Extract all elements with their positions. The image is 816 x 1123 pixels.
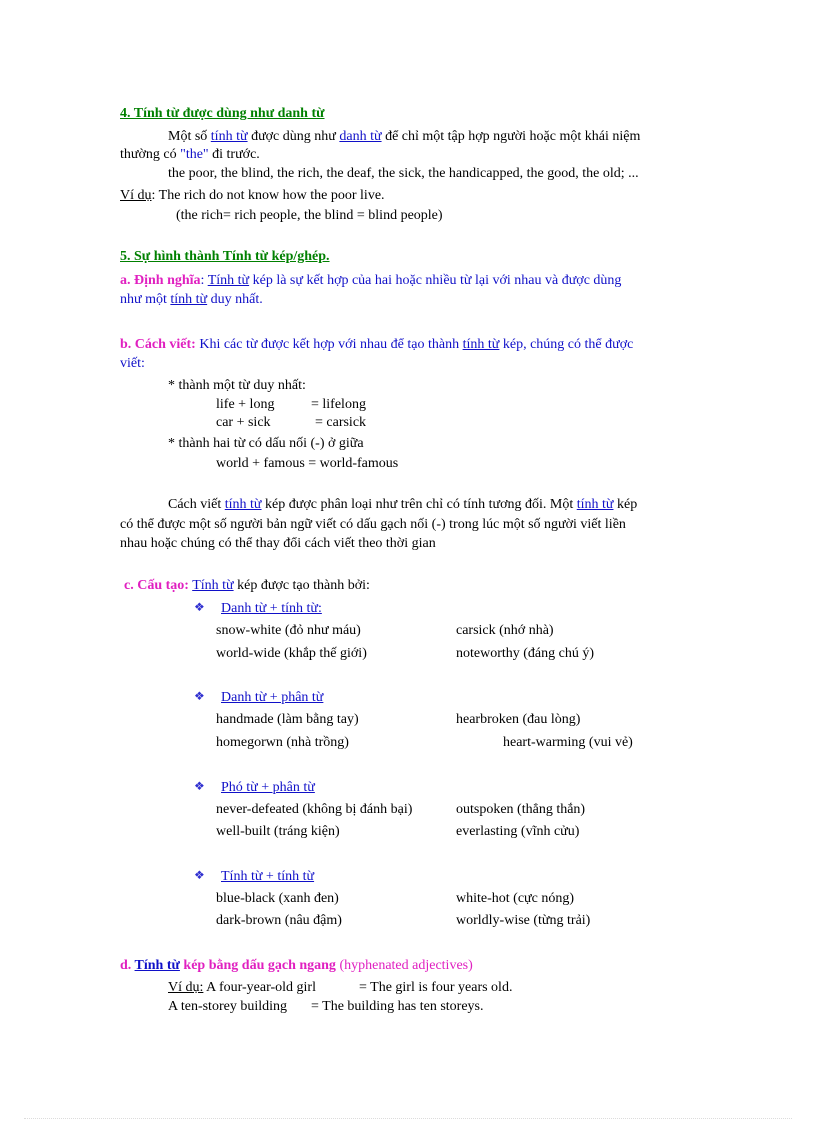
text: kép được tạo thành bởi: bbox=[233, 578, 370, 593]
hyphenated-example2-result: = The building has ten storeys. bbox=[311, 999, 484, 1014]
text: duy nhất. bbox=[207, 292, 263, 307]
link-tinh-tu[interactable]: Tính từ bbox=[192, 578, 234, 593]
link-tinh-tu[interactable]: tính từ bbox=[462, 337, 500, 352]
diamond-bullet-icon: ❖ bbox=[194, 868, 205, 882]
group-example: well-built (tráng kiện) bbox=[216, 824, 340, 839]
text: thường có bbox=[120, 147, 181, 162]
text: đi trước. bbox=[208, 147, 260, 162]
group-title: Danh từ + tính từ: bbox=[221, 601, 322, 616]
definition-line1 bbox=[120, 272, 621, 290]
text: d. bbox=[120, 958, 135, 973]
text: Cách viết bbox=[168, 497, 225, 512]
example-car-result: = carsick bbox=[315, 415, 367, 430]
link-danh-tu[interactable]: danh từ bbox=[339, 129, 382, 144]
text: (hyphenated adjectives) bbox=[335, 958, 473, 973]
vidu-text: : The rich do not know how the poor live. bbox=[151, 188, 385, 203]
definition-line2 bbox=[120, 291, 263, 309]
text: kép, chúng có thể được bbox=[499, 337, 634, 352]
text: Một số bbox=[168, 129, 211, 144]
writing-line2: viết: bbox=[120, 356, 145, 371]
text: : bbox=[200, 273, 205, 288]
group-title: Tính từ + tính từ bbox=[221, 869, 315, 884]
hyphenated-heading bbox=[120, 957, 473, 975]
text: kép là sự kết hợp của hai hoặc nhiều từ lại với nhau và được dùng bbox=[249, 273, 622, 288]
link-tinh-tu[interactable]: tính từ bbox=[170, 292, 208, 307]
vidu-label: Ví dụ bbox=[120, 188, 152, 203]
group-example: outspoken (thẳng thắn) bbox=[456, 802, 586, 817]
group-example: worldly-wise (từng trải) bbox=[456, 913, 591, 928]
link-tinh-tu[interactable]: Tính từ bbox=[207, 273, 250, 288]
sec4-note: (the rich= rich people, the blind = blind people) bbox=[176, 208, 443, 223]
structure-line bbox=[124, 577, 370, 595]
group-example: handmade (làm bằng tay) bbox=[216, 712, 359, 727]
link-tinh-tu[interactable]: Tính từ bbox=[134, 958, 180, 973]
link-tinh-tu[interactable]: tính từ bbox=[224, 497, 262, 512]
text: kép bbox=[613, 497, 638, 512]
group-example: never-defeated (không bị đánh bại) bbox=[216, 802, 413, 817]
section-4-heading: 4. Tính từ được dùng như danh từ bbox=[120, 106, 325, 121]
group-example: snow-white (đỏ như máu) bbox=[216, 623, 361, 638]
group-title: Danh từ + phân từ bbox=[221, 690, 324, 705]
writing-paragraph-line3: nhau hoặc chúng có thể thay đổi cách viết theo thời gian bbox=[120, 536, 436, 551]
sec4-examples: the poor, the blind, the rich, the deaf, the sick, the handicapped, the good, the old; ... bbox=[168, 166, 639, 181]
diamond-bullet-icon: ❖ bbox=[194, 779, 205, 793]
example-life: life + long bbox=[216, 397, 275, 412]
link-tinh-tu[interactable]: tính từ bbox=[210, 129, 248, 144]
hyphenated-example1-result: = The girl is four years old. bbox=[359, 980, 513, 995]
group-example: hearbroken (đau lòng) bbox=[456, 712, 581, 727]
group-example: homegorwn (nhà trồng) bbox=[216, 735, 349, 750]
group-example: dark-brown (nâu đậm) bbox=[216, 913, 342, 928]
group-title: Phó từ + phân từ bbox=[221, 780, 315, 795]
example-world: world + famous = world-famous bbox=[216, 456, 399, 471]
group-example: noteworthy (đáng chú ý) bbox=[456, 646, 595, 661]
hyphenated-example1 bbox=[168, 979, 316, 997]
sec4-example-line bbox=[120, 187, 385, 205]
page-bottom-border bbox=[24, 1118, 792, 1119]
group-example: carsick (nhớ nhà) bbox=[456, 623, 554, 638]
text: A four-year-old girl bbox=[206, 980, 316, 995]
sec4-paragraph-line1 bbox=[168, 128, 640, 146]
text: như một bbox=[120, 292, 171, 307]
the-article: "the" bbox=[180, 147, 209, 162]
sec4-paragraph-line2 bbox=[120, 146, 260, 164]
group-example: everlasting (vĩnh cửu) bbox=[456, 824, 580, 839]
writing-paragraph-line1 bbox=[168, 496, 637, 514]
structure-label: c. Cấu tạo: bbox=[124, 578, 189, 593]
section-5-heading: 5. Sự hình thành Tính từ kép/ghép. bbox=[120, 249, 330, 264]
group-example: world-wide (khắp thế giới) bbox=[216, 646, 367, 661]
group-example: white-hot (cực nóng) bbox=[456, 891, 574, 906]
group-example: heart-warming (vui vẻ) bbox=[503, 735, 633, 750]
text: để chỉ một tập hợp người hoặc một khái niệm bbox=[381, 129, 641, 144]
text: kép được phân loại như trên chỉ có tính tương đối. Một bbox=[261, 497, 577, 512]
definition-label: a. Định nghĩa bbox=[120, 273, 201, 288]
diamond-bullet-icon: ❖ bbox=[194, 600, 205, 614]
example-life-result: = lifelong bbox=[311, 397, 366, 412]
writing-label: b. Cách viết: bbox=[120, 337, 196, 352]
writing-paragraph-line2: có thể được một số người bản ngữ viết có dấu gạch nối (-) trong lúc một số người viết liền bbox=[120, 517, 626, 532]
example-car: car + sick bbox=[216, 415, 271, 430]
writing-line1 bbox=[120, 336, 633, 354]
two-words-rule: * thành hai từ có dấu nối (-) ở giữa bbox=[168, 436, 364, 451]
diamond-bullet-icon: ❖ bbox=[194, 689, 205, 703]
text: được dùng như bbox=[247, 129, 340, 144]
hyphenated-example2: A ten-storey building bbox=[168, 999, 287, 1014]
text: Khi các từ được kết hợp với nhau để tạo thành bbox=[195, 337, 463, 352]
link-tinh-tu[interactable]: tính từ bbox=[576, 497, 614, 512]
vidu-label: Ví dụ: bbox=[168, 980, 204, 995]
text: kép bằng dấu gạch ngang bbox=[179, 958, 336, 973]
single-word-rule: * thành một từ duy nhất: bbox=[168, 378, 306, 393]
group-example: blue-black (xanh đen) bbox=[216, 891, 339, 906]
